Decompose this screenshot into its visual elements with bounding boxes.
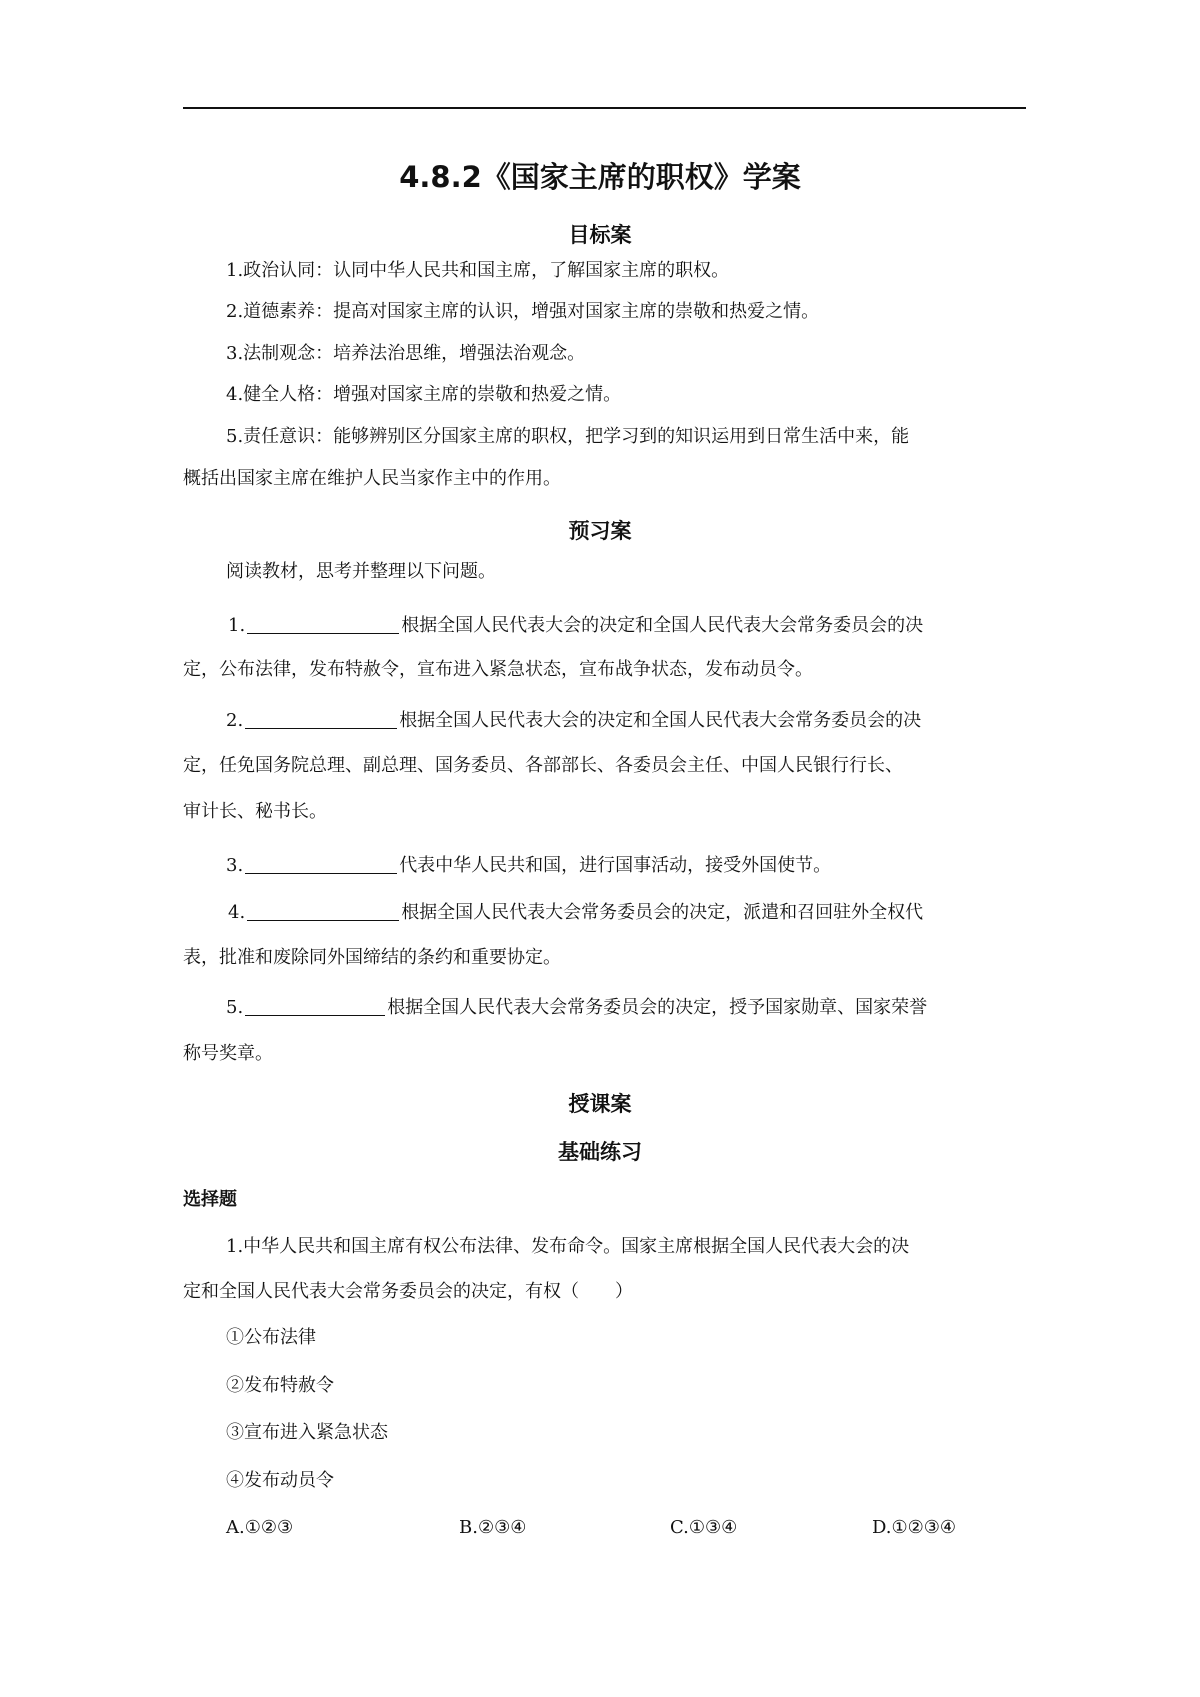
preview-item-5-cont: 称号奖章。 — [183, 1043, 273, 1064]
section-heading-basic: 基础练习 — [558, 1140, 642, 1164]
goal-line: 1.政治认同：认同中华人民共和国主席，了解国家主席的职权。 — [226, 260, 730, 281]
answer-blank[interactable] — [245, 706, 397, 729]
preview-item-4-cont: 表，批准和废除同外国缔结的条约和重要协定。 — [183, 947, 561, 968]
section-heading-lesson: 授课案 — [568, 1092, 632, 1116]
preview-item-5: 5. 根据全国人民代表大会常务委员会的决定，授予国家勋章、国家荣誉 — [226, 993, 927, 1022]
header-rule — [183, 107, 1026, 109]
answer-blank[interactable] — [245, 851, 397, 874]
preview-item-2-cont: 审计长、秘书长。 — [183, 801, 327, 822]
exercise-type-label: 选择题 — [183, 1189, 237, 1210]
statement-item: ④发布动员令 — [226, 1470, 334, 1491]
goal-line: 概括出国家主席在维护人民当家作主中的作用。 — [183, 468, 561, 489]
preview-item-2-cont: 定，任免国务院总理、副总理、国务委员、各部部长、各委员会主任、中国人民银行行长、 — [183, 755, 903, 776]
statement-item: ③宣布进入紧急状态 — [226, 1422, 388, 1443]
option-a[interactable]: A.①②③ — [226, 1517, 294, 1538]
preview-item-1-cont: 定，公布法律，发布特赦令，宣布进入紧急状态，宣布战争状态，发布动员令。 — [183, 659, 813, 680]
option-c[interactable]: C.①③④ — [670, 1517, 738, 1538]
goal-line: 4.健全人格：增强对国家主席的崇敬和热爱之情。 — [226, 384, 622, 405]
answer-blank[interactable] — [247, 611, 399, 634]
page-title: 4.8.2《国家主席的职权》学案 — [399, 160, 801, 194]
question-line: 1.中华人民共和国主席有权公布法律、发布命令。国家主席根据全国人民代表大会的决 — [226, 1236, 910, 1257]
preview-item-2: 2. 根据全国人民代表大会的决定和全国人民代表大会常务委员会的决 — [226, 706, 921, 735]
goal-line: 5.责任意识：能够辨别区分国家主席的职权，把学习到的知识运用到日常生活中来，能 — [226, 426, 910, 447]
goal-line: 2.道德素养：提高对国家主席的认识，增强对国家主席的崇敬和热爱之情。 — [226, 301, 820, 322]
preview-item-3: 3. 代表中华人民共和国，进行国事活动，接受外国使节。 — [226, 851, 831, 880]
answer-blank[interactable] — [245, 993, 385, 1016]
preview-intro: 阅读教材，思考并整理以下问题。 — [226, 561, 496, 582]
answer-blank[interactable] — [247, 898, 399, 921]
statement-item: ②发布特赦令 — [226, 1375, 334, 1396]
option-b[interactable]: B.②③④ — [459, 1517, 527, 1538]
section-heading-goals: 目标案 — [568, 223, 632, 247]
statement-item: ①公布法律 — [226, 1327, 316, 1348]
goal-line: 3.法制观念：培养法治思维，增强法治观念。 — [226, 343, 586, 364]
preview-item-1: 1. 根据全国人民代表大会的决定和全国人民代表大会常务委员会的决 — [228, 611, 923, 640]
option-d[interactable]: D.①②③④ — [872, 1517, 957, 1538]
preview-item-4: 4. 根据全国人民代表大会常务委员会的决定，派遣和召回驻外全权代 — [228, 898, 923, 927]
section-heading-preview: 预习案 — [568, 519, 632, 543]
question-line: 定和全国人民代表大会常务委员会的决定，有权（ ） — [183, 1281, 633, 1302]
